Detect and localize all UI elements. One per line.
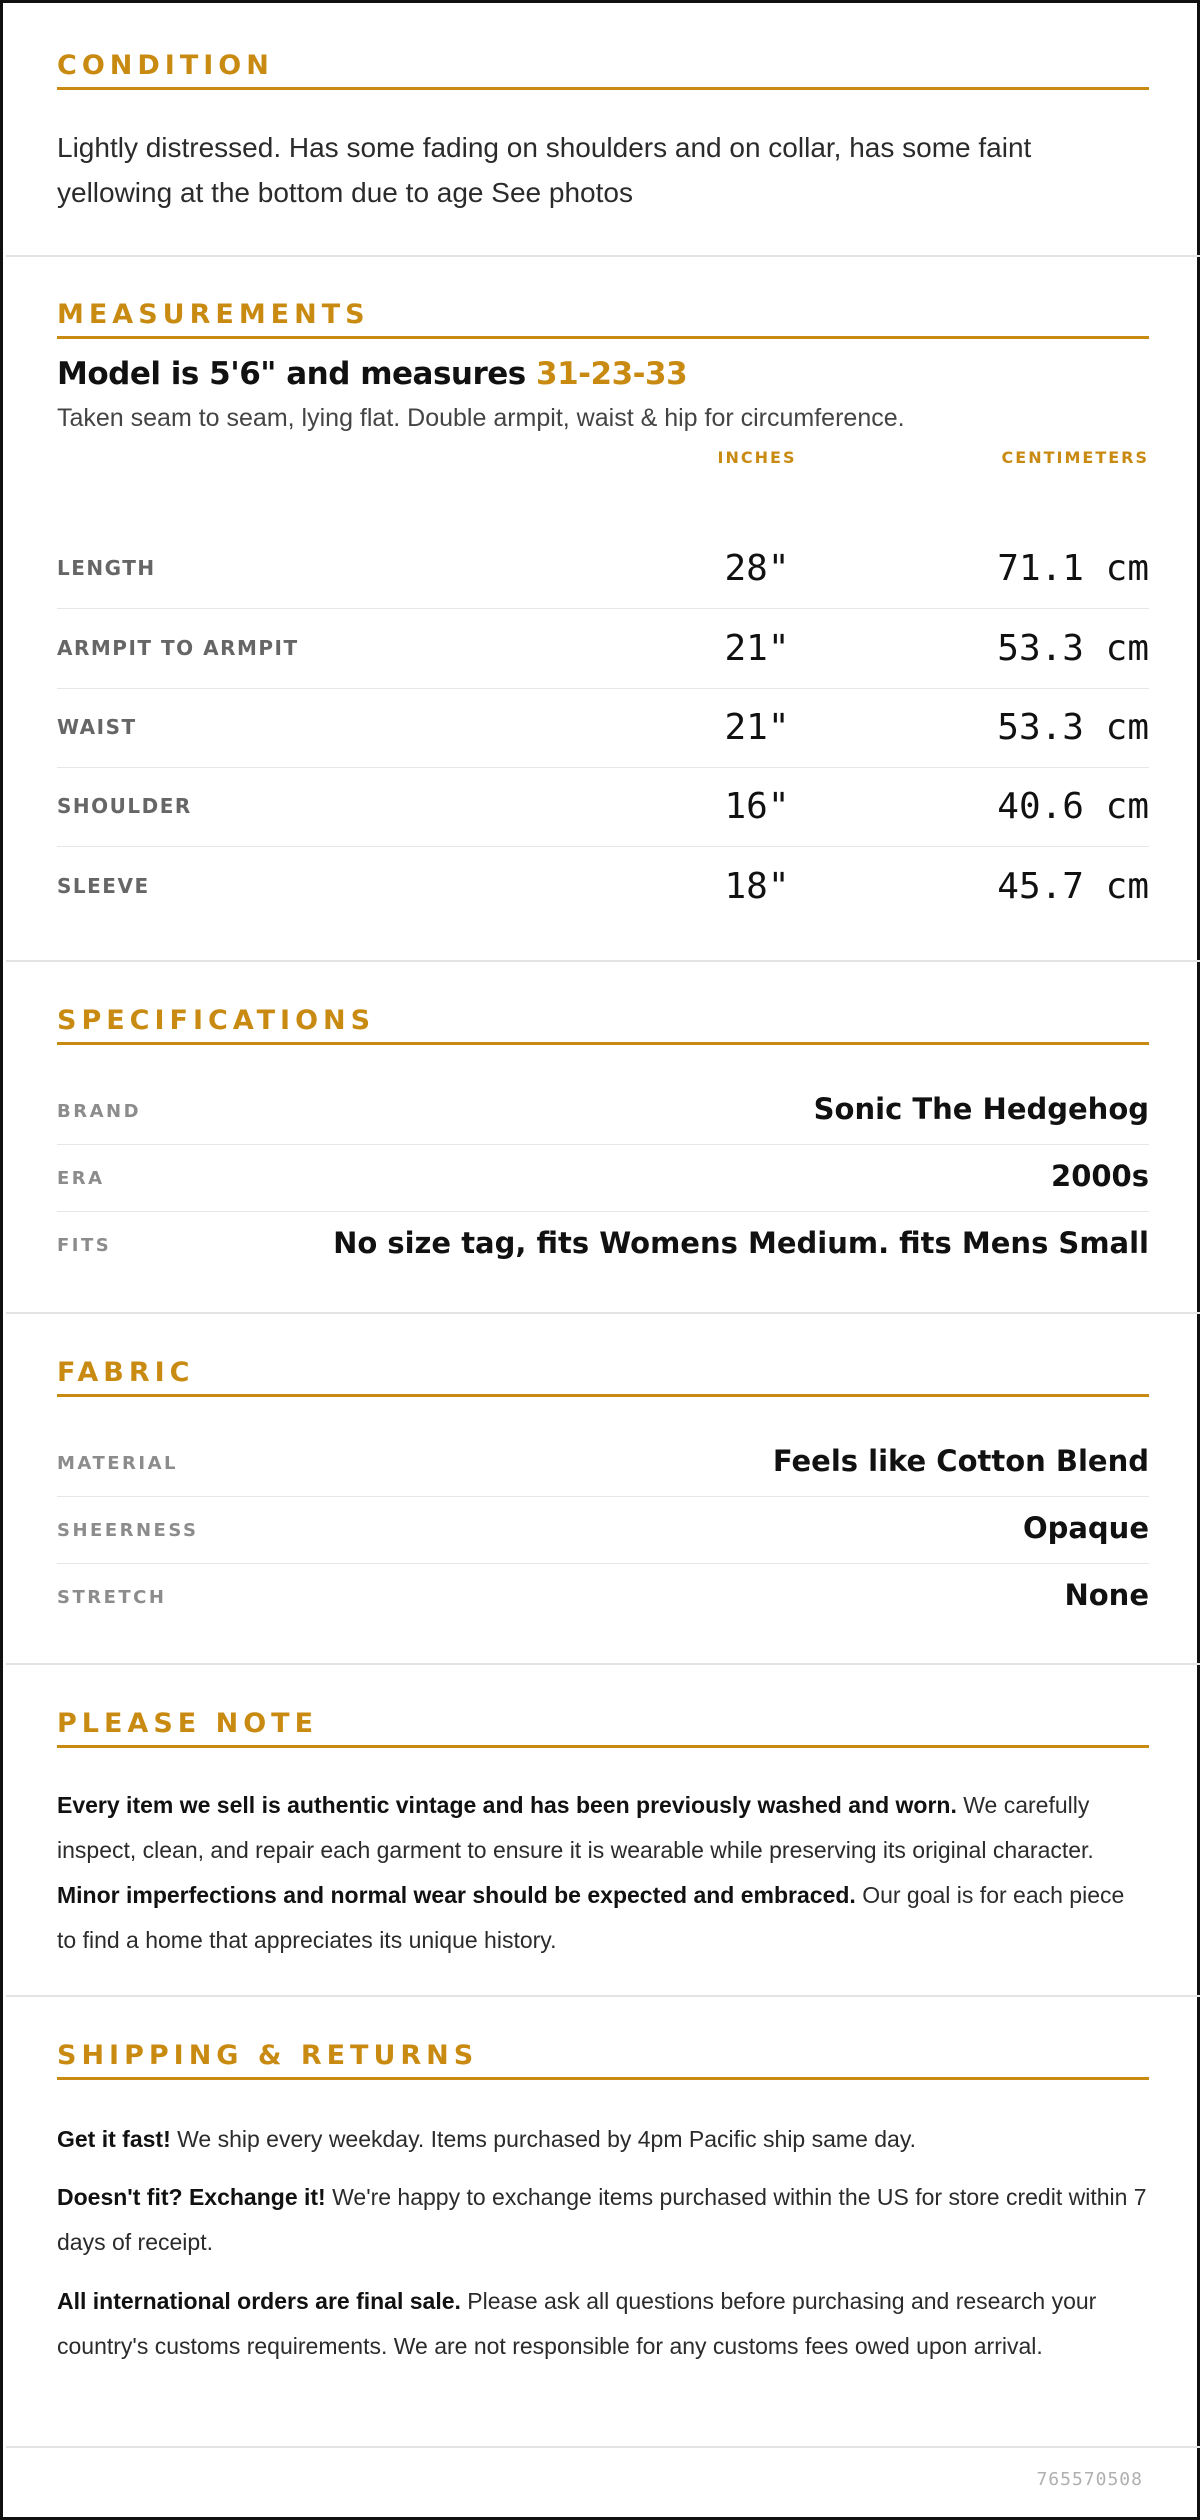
shipping-international-bold: All international orders are final sale. bbox=[57, 2288, 461, 2314]
measurement-cm: 40.6 cm bbox=[997, 786, 1149, 827]
model-measures-value: 31-23-33 bbox=[536, 356, 688, 392]
fabric-value: Opaque bbox=[1022, 1511, 1149, 1545]
please-note-heading: PLEASE NOTE bbox=[57, 1707, 1149, 1748]
spec-label: BRAND bbox=[57, 1101, 142, 1122]
condition-text: Lightly distressed. Has some fading on shoulders and on collar, has some faint yellowing at the bottom due to age See photos bbox=[57, 132, 1032, 208]
fabric-heading: FABRIC bbox=[57, 1356, 1149, 1397]
measurement-inches: 21" bbox=[724, 628, 790, 669]
fabric-row-sheerness bbox=[57, 1497, 1149, 1564]
spec-value: Sonic The Hedgehog bbox=[813, 1092, 1149, 1126]
divider bbox=[6, 1312, 1200, 1314]
shipping-exchange-text: We're happy to exchange items purchased within the US for store credit within 7 days of receipt. bbox=[57, 2184, 1147, 2255]
note-bold-1: Every item we sell is authentic vintage and has been previously washed and worn. bbox=[57, 1792, 957, 1818]
measurement-row-sleeve bbox=[57, 848, 1149, 927]
divider bbox=[6, 960, 1200, 962]
note-bold-2: Minor imperfections and normal wear should be expected and embraced. bbox=[57, 1882, 856, 1908]
fabric-label: SHEERNESS bbox=[57, 1520, 199, 1541]
measurement-label: ARMPIT TO ARMPIT bbox=[57, 636, 299, 660]
measurement-label: WAIST bbox=[57, 715, 137, 739]
measurement-inches: 21" bbox=[724, 707, 790, 748]
fabric-row-material bbox=[57, 1430, 1149, 1497]
model-measurements bbox=[57, 356, 687, 392]
note-text-2: Our goal is for each piece to find a home that appreciates its unique history. bbox=[57, 1882, 1125, 1953]
divider bbox=[6, 255, 1200, 257]
measurements-heading: MEASUREMENTS bbox=[57, 298, 1149, 339]
product-sku: 765570508 bbox=[1036, 2469, 1143, 2490]
shipping-international-text: Please ask all questions before purchasing and research your country's customs requirements. We are not responsible for any customs fees owed upon arrival. bbox=[57, 2288, 1097, 2359]
fabric-value: Feels like Cotton Blend bbox=[772, 1444, 1149, 1478]
fabric-label: STRETCH bbox=[57, 1587, 167, 1608]
measurement-inches: 18" bbox=[724, 866, 790, 907]
shipping-heading: SHIPPING & RETURNS bbox=[57, 2039, 1149, 2080]
measurement-inches: 16" bbox=[724, 786, 790, 827]
measurement-label: SLEEVE bbox=[57, 874, 150, 898]
measurement-label: LENGTH bbox=[57, 556, 156, 580]
fabric-row-stretch bbox=[57, 1564, 1149, 1631]
divider bbox=[6, 2446, 1200, 2448]
row-divider bbox=[57, 608, 1149, 609]
col-cm-header: CENTIMETERS bbox=[1001, 448, 1149, 467]
spec-value: No size tag, fits Womens Medium. fits Mens Small bbox=[333, 1226, 1149, 1260]
specifications-heading: SPECIFICATIONS bbox=[57, 1004, 1149, 1045]
spec-label: FITS bbox=[57, 1235, 112, 1256]
spec-row-era bbox=[57, 1145, 1149, 1212]
measurement-cm: 45.7 cm bbox=[997, 866, 1149, 907]
measurement-inches: 28" bbox=[724, 548, 790, 589]
please-note-text bbox=[57, 1783, 1149, 1963]
measurement-note: Taken seam to seam, lying flat. Double armpit, waist & hip for circumference. bbox=[57, 404, 905, 432]
col-inches-header: INCHES bbox=[717, 448, 797, 467]
measurement-row-waist bbox=[57, 689, 1149, 768]
condition-heading: CONDITION bbox=[57, 49, 1149, 90]
fabric-label: MATERIAL bbox=[57, 1453, 178, 1474]
measurement-label: SHOULDER bbox=[57, 794, 192, 818]
measurement-row-armpit bbox=[57, 610, 1149, 689]
measurement-cm: 71.1 cm bbox=[997, 548, 1149, 589]
measurement-row-shoulder bbox=[57, 768, 1149, 847]
divider bbox=[6, 1995, 1200, 1997]
fabric-value: None bbox=[1064, 1578, 1149, 1612]
note-text-1: We carefully inspect, clean, and repair each garment to ensure it is wearable while preserving its original character. bbox=[57, 1792, 1094, 1863]
shipping-fast-text: We ship every weekday. Items purchased by 4pm Pacific ship same day. bbox=[170, 2126, 917, 2152]
shipping-exchange-bold: Doesn't fit? Exchange it! bbox=[57, 2184, 326, 2210]
spec-row-fits bbox=[57, 1212, 1149, 1279]
shipping-international bbox=[57, 2279, 1149, 2369]
measurement-row-length bbox=[57, 530, 1149, 609]
measurement-cm: 53.3 cm bbox=[997, 628, 1149, 669]
row-divider bbox=[57, 846, 1149, 847]
spec-row-brand bbox=[57, 1078, 1149, 1145]
measurement-cm: 53.3 cm bbox=[997, 707, 1149, 748]
spec-value: 2000s bbox=[1051, 1159, 1149, 1193]
divider bbox=[6, 1663, 1200, 1665]
spec-label: ERA bbox=[57, 1168, 105, 1189]
shipping-fast bbox=[57, 2117, 1149, 2162]
model-prefix: Model is 5'6" and measures bbox=[57, 356, 537, 392]
shipping-exchange bbox=[57, 2175, 1149, 2265]
shipping-fast-bold: Get it fast! bbox=[57, 2126, 171, 2152]
